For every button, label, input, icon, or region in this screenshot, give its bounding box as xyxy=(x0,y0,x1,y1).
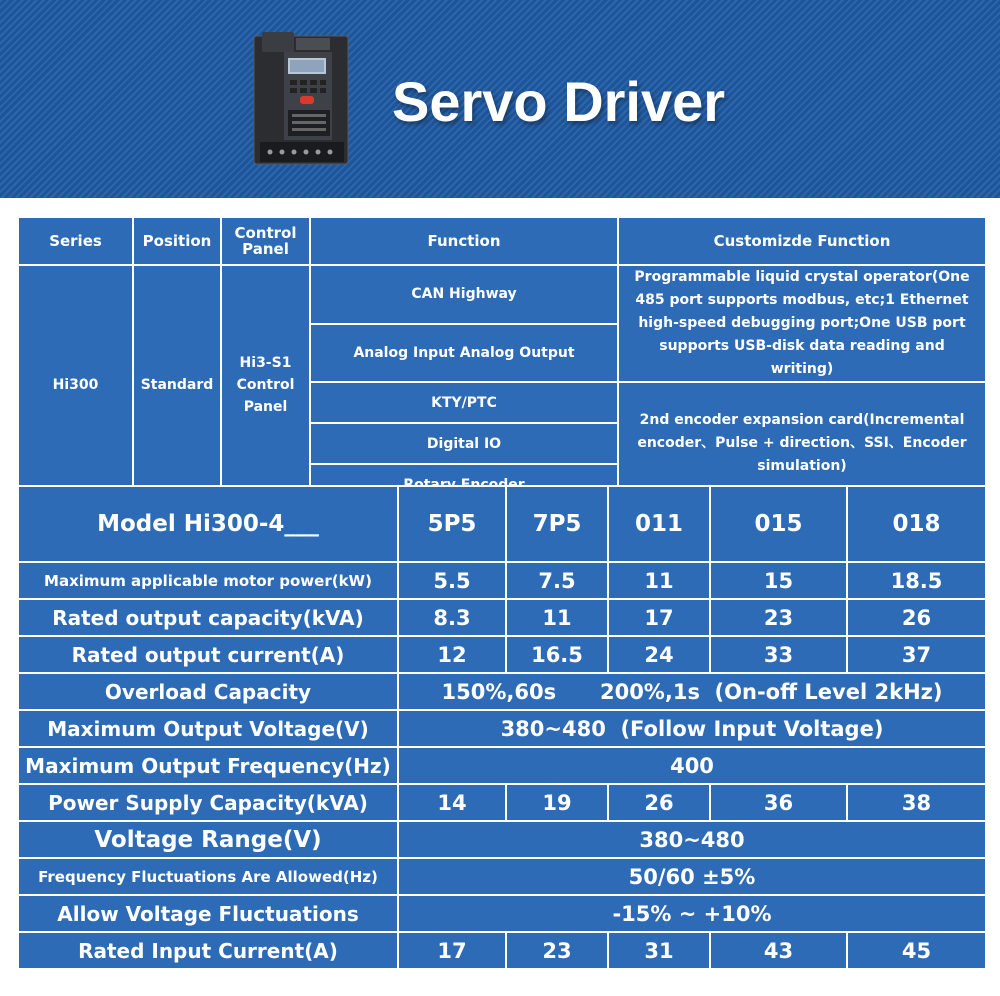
series-value: Hi300 xyxy=(18,265,133,505)
cell-value: 26 xyxy=(608,784,710,821)
model-code: 011 xyxy=(608,486,710,562)
cell-value: 33 xyxy=(710,636,847,673)
cell-value: 24 xyxy=(608,636,710,673)
table-row xyxy=(18,784,986,821)
cell-value: 17 xyxy=(398,932,506,969)
cell-value: 16.5 xyxy=(506,636,608,673)
banner xyxy=(0,0,1000,198)
cell-value: 38 xyxy=(847,784,986,821)
model-label: Model Hi300-4___ xyxy=(18,486,398,562)
table-row xyxy=(18,747,986,784)
cell-value: 400 xyxy=(398,747,986,784)
model-code: 5P5 xyxy=(398,486,506,562)
cell-value: 18.5 xyxy=(847,562,986,599)
cell-value: 15 xyxy=(710,562,847,599)
row-label: Maximum Output Voltage(V) xyxy=(18,710,398,747)
table-row xyxy=(18,710,986,747)
cell-value: 26 xyxy=(847,599,986,636)
row-label: Rated Input Current(A) xyxy=(18,932,398,969)
header-function: Function xyxy=(310,217,618,265)
page-title: Servo Driver xyxy=(392,70,726,133)
header-custom-function: Customizde Function xyxy=(618,217,986,265)
cell-value: 17 xyxy=(608,599,710,636)
cell-value: 37 xyxy=(847,636,986,673)
table-row xyxy=(18,265,986,324)
cell-value: 11 xyxy=(506,599,608,636)
function-item: Digital IO xyxy=(310,423,618,464)
cell-value: 8.3 xyxy=(398,599,506,636)
cell-value: 19 xyxy=(506,784,608,821)
function-item: CAN Highway xyxy=(310,265,618,324)
cell-value: 50/60 ±5% xyxy=(398,858,986,895)
cell-value: 23 xyxy=(710,599,847,636)
control-panel-value: Hi3-S1 Control Panel xyxy=(221,265,310,505)
row-label: Allow Voltage Fluctuations xyxy=(18,895,398,932)
function-item: Analog Input Analog Output xyxy=(310,324,618,383)
table-row xyxy=(18,562,986,599)
cell-value: 7.5 xyxy=(506,562,608,599)
table-row xyxy=(18,858,986,895)
model-header-row xyxy=(18,486,986,562)
row-label: Maximum Output Frequency(Hz) xyxy=(18,747,398,784)
header-control-panel: Control Panel xyxy=(221,217,310,265)
cell-value: 45 xyxy=(847,932,986,969)
cell-value: 36 xyxy=(710,784,847,821)
header-series: Series xyxy=(18,217,133,265)
row-label: Frequency Fluctuations Are Allowed(Hz) xyxy=(18,858,398,895)
cell-value: 380~480 xyxy=(398,821,986,858)
cell-value: 380~480 (Follow Input Voltage) xyxy=(398,710,986,747)
cell-value: 23 xyxy=(506,932,608,969)
cell-value: 43 xyxy=(710,932,847,969)
cell-value: -15% ~ +10% xyxy=(398,895,986,932)
servo-driver-image xyxy=(250,30,352,168)
table-row xyxy=(18,895,986,932)
cell-value: 150%,60s 200%,1s (On-off Level 2kHz) xyxy=(398,673,986,710)
table-row xyxy=(18,673,986,710)
function-item: KTY/PTC xyxy=(310,382,618,423)
series-table xyxy=(17,216,987,506)
table-row xyxy=(18,636,986,673)
table-header-row xyxy=(18,217,986,265)
row-label: Maximum applicable motor power(kW) xyxy=(18,562,398,599)
model-code: 015 xyxy=(710,486,847,562)
custom-function-item: 2nd encoder expansion card(Incremental encoder、Pulse + direction、SSI、Encoder simulation) xyxy=(618,382,986,505)
cell-value: 12 xyxy=(398,636,506,673)
row-label: Voltage Range(V) xyxy=(18,821,398,858)
model-code: 7P5 xyxy=(506,486,608,562)
model-spec-table xyxy=(17,485,987,970)
header-position: Position xyxy=(133,217,221,265)
cell-value: 31 xyxy=(608,932,710,969)
row-label: Power Supply Capacity(kVA) xyxy=(18,784,398,821)
row-label: Rated output current(A) xyxy=(18,636,398,673)
cell-value: 14 xyxy=(398,784,506,821)
cell-value: 11 xyxy=(608,562,710,599)
model-code: 018 xyxy=(847,486,986,562)
cell-value: 5.5 xyxy=(398,562,506,599)
table-row xyxy=(18,932,986,969)
table-row xyxy=(18,599,986,636)
position-value: Standard xyxy=(133,265,221,505)
row-label: Rated output capacity(kVA) xyxy=(18,599,398,636)
custom-function-item: Programmable liquid crystal operator(One 485 port supports modbus, etc;1 Ethernet high-speed debugging port;One USB port supports USB-disk data reading and writing) xyxy=(618,265,986,382)
row-label: Overload Capacity xyxy=(18,673,398,710)
table-row xyxy=(18,821,986,858)
